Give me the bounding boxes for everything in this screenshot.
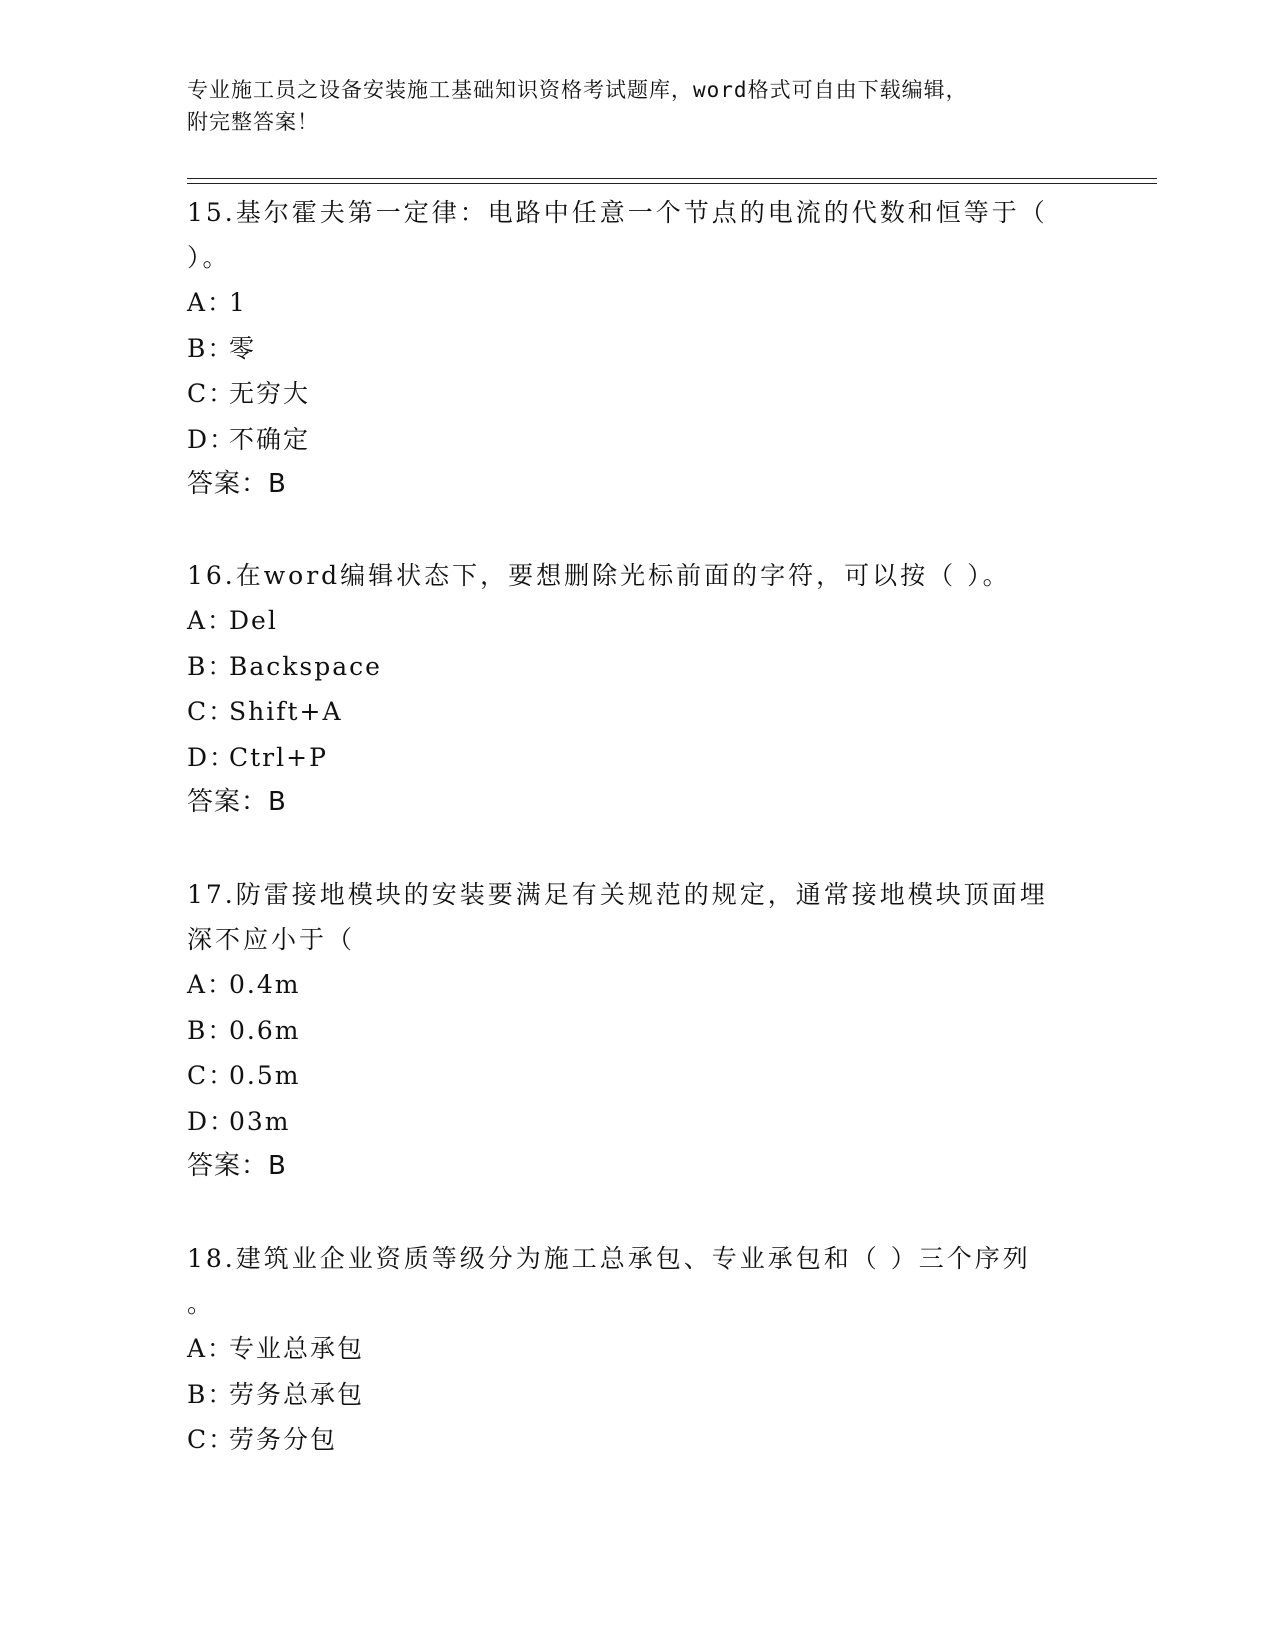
question-stem-line: 18.建筑业企业资质等级分为施工总承包、专业承包和（ ）三个序列 <box>187 1244 1031 1273</box>
option-text: 不确定 <box>229 424 311 454</box>
option-b <box>187 644 1087 690</box>
option-d <box>187 417 1087 463</box>
option-text: 劳务分包 <box>229 1425 338 1454</box>
answer-line: 答案：B <box>187 787 287 817</box>
option-b <box>187 1008 1087 1054</box>
header-line-2: 附完整答案！ <box>187 110 319 134</box>
answer-line: 答案：B <box>187 469 287 499</box>
option-text: 1 <box>229 288 247 317</box>
answer-line: 答案：B <box>187 1151 287 1181</box>
header-divider-top <box>187 178 1157 179</box>
option-key: A： <box>187 1334 235 1363</box>
option-key: D： <box>187 424 237 454</box>
header-line-1: 专业施工员之设备安装施工基础知识资格考试题库，word格式可自由下载编辑， <box>187 78 968 102</box>
question-17 <box>187 872 1087 1189</box>
option-key: C： <box>187 1061 236 1090</box>
option-a <box>187 598 1087 644</box>
option-key: B： <box>187 651 235 681</box>
document-header <box>187 74 1087 138</box>
option-a <box>187 280 1087 326</box>
question-stem-line: ）。 <box>187 243 231 272</box>
option-text: 0.6m <box>229 1015 301 1045</box>
option-key: D： <box>187 1106 237 1136</box>
option-text: 0.5m <box>229 1061 301 1090</box>
option-text: 03m <box>229 1106 291 1136</box>
option-c <box>187 371 1087 417</box>
option-text: 专业总承包 <box>229 1334 365 1363</box>
option-b <box>187 326 1087 372</box>
option-key: B： <box>187 1379 235 1409</box>
option-text: Backspace <box>229 651 382 681</box>
header-divider-bottom <box>187 183 1157 184</box>
option-text: Ctrl+P <box>229 742 328 772</box>
option-b <box>187 1372 1087 1418</box>
option-c <box>187 1417 1087 1463</box>
question-stem-line: 15.基尔霍夫第一定律：电路中任意一个节点的电流的代数和恒等于（ <box>187 198 1048 227</box>
option-key: A： <box>187 288 235 317</box>
question-18 <box>187 1236 1087 1463</box>
option-text: 无穷大 <box>229 379 311 408</box>
option-key: D： <box>187 742 237 772</box>
option-key: C： <box>187 379 236 408</box>
option-key: B： <box>187 1015 235 1045</box>
option-text: 劳务总承包 <box>229 1379 365 1409</box>
question-16 <box>187 553 1087 825</box>
question-stem-line: 16.在word编辑状态下，要想删除光标前面的字符，可以按（ ）。 <box>187 561 1011 590</box>
question-stem-line: 深不应小于（ <box>187 925 356 954</box>
question-stem-line: 17.防雷接地模块的安装要满足有关规范的规定，通常接地模块顶面埋 <box>187 880 1048 909</box>
option-c <box>187 689 1087 735</box>
option-key: C： <box>187 1425 236 1454</box>
option-a <box>187 962 1087 1008</box>
option-d <box>187 1099 1087 1145</box>
question-15 <box>187 190 1087 507</box>
option-key: C： <box>187 697 236 726</box>
option-a <box>187 1326 1087 1372</box>
option-key: A： <box>187 970 235 999</box>
option-text: 0.4m <box>229 970 301 999</box>
option-key: A： <box>187 606 235 635</box>
option-text: Shift+A <box>229 697 343 726</box>
option-key: B： <box>187 333 235 363</box>
option-text: 零 <box>229 333 257 363</box>
option-c <box>187 1053 1087 1099</box>
question-stem-line: 。 <box>187 1289 216 1318</box>
option-text: Del <box>229 606 278 635</box>
option-d <box>187 735 1087 781</box>
